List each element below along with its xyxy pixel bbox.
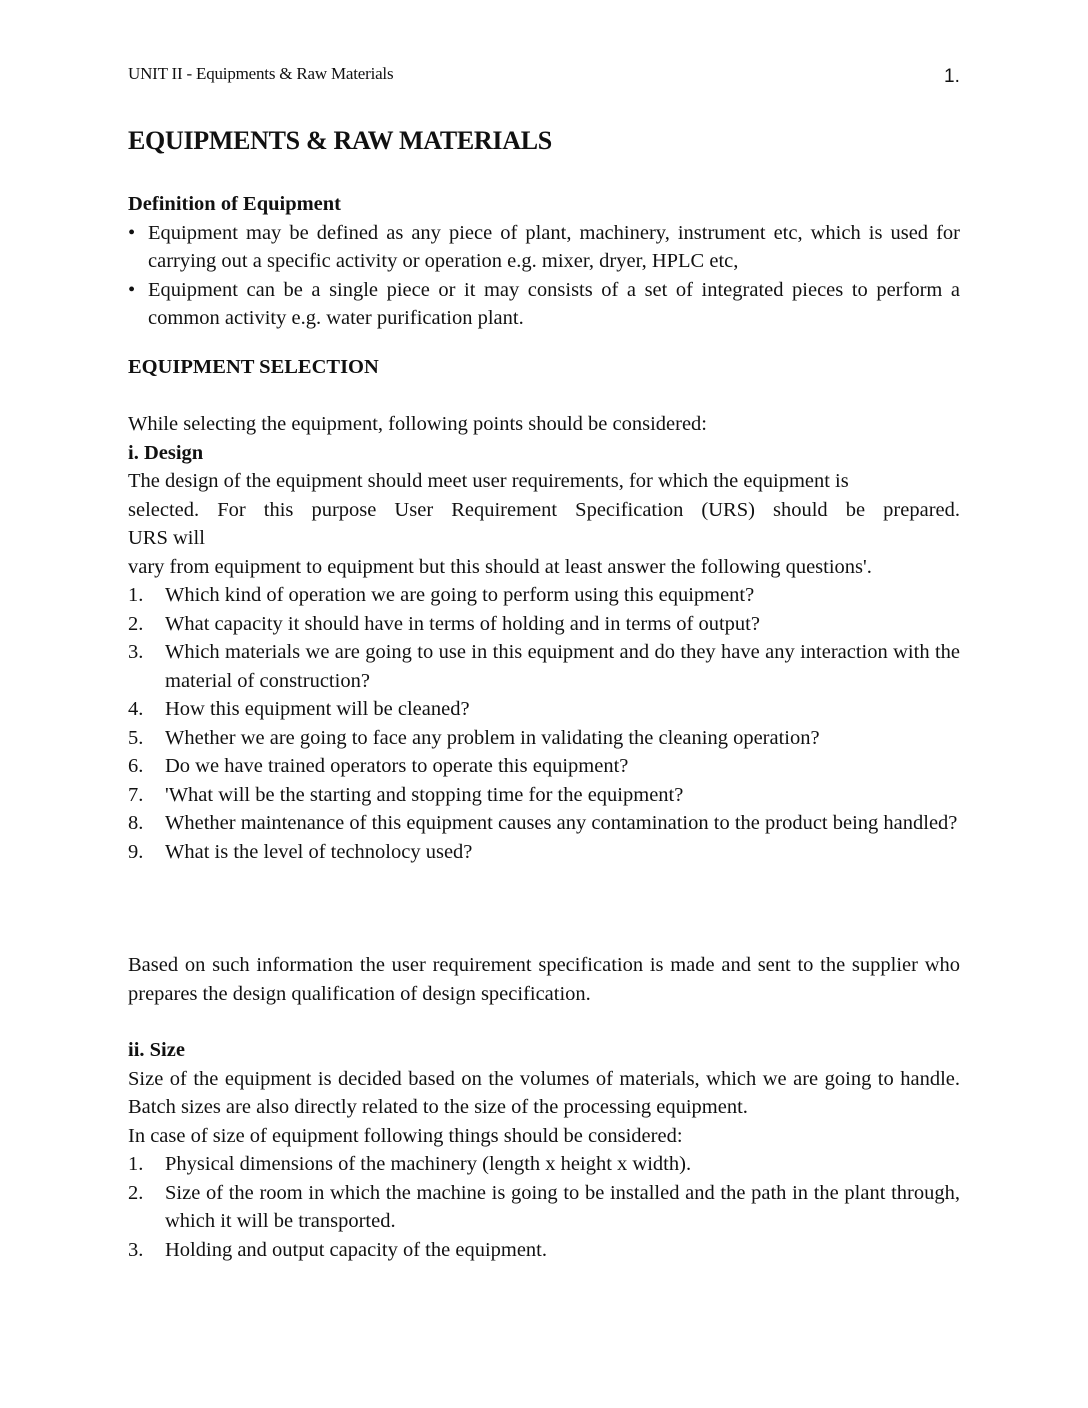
design-para-2: vary from equipment to equipment but this should at least answer the following questions'. xyxy=(128,555,872,578)
definition-bullet-list xyxy=(128,219,960,333)
size-heading: ii. Size xyxy=(128,1039,185,1061)
size-para-1: Size of the equipment is decided based on the volumes of materials, which we are going to handle. Batch sizes are also directly related to the size of the processing equipment. xyxy=(128,1067,960,1118)
page-number: 1. xyxy=(944,66,960,87)
design-questions-list xyxy=(128,581,960,866)
size-items-list xyxy=(128,1150,960,1264)
design-para-line: URS will xyxy=(128,527,205,549)
question-item: 1. Which kind of operation we are going to perform using this equipment? xyxy=(128,584,755,606)
size-para-2: In case of size of equipment following things should be considered: xyxy=(128,1124,683,1147)
question-item: 8. Whether maintenance of this equipment causes any contamination to the product being handled? xyxy=(128,812,958,834)
design-conclusion: Based on such information the user requirement specification is made and sent to the supplier who prepares the design qualification of design specification. xyxy=(128,954,960,1005)
question-item: 9. What is the level of technolocy used? xyxy=(128,840,473,863)
size-item: 3. Holding and output capacity of the equipment. xyxy=(128,1238,548,1261)
question-item: 3. Which materials we are going to use in this equipment and do they have any interaction with the material of construction? xyxy=(128,641,960,692)
design-heading: i. Design xyxy=(128,441,204,464)
design-para-line: selected. For this purpose User Requirement Specification (URS) should be prepared. xyxy=(128,498,960,521)
selection-heading: EQUIPMENT SELECTION xyxy=(128,356,379,378)
question-item: 2. What capacity it should have in terms of holding and in terms of output? xyxy=(128,612,760,635)
bullet-icon: • xyxy=(128,221,136,244)
question-item: 4. How this equipment will be cleaned? xyxy=(128,698,470,720)
design-section xyxy=(128,410,960,866)
design-para-line: The design of the equipment should meet user requirements, for which the equipment is xyxy=(128,470,849,492)
selection-intro: While selecting the equipment, following points should be considered: xyxy=(128,413,708,435)
bullet-item xyxy=(128,276,960,333)
bullet-icon: • xyxy=(128,278,136,301)
question-item: 6. Do we have trained operators to operate this equipment? xyxy=(128,755,629,777)
question-item: 5. Whether we are going to face any problem in validating the cleaning operation? xyxy=(128,726,820,749)
definition-section xyxy=(128,190,960,333)
page-title: EQUIPMENTS & RAW MATERIALS xyxy=(128,126,552,155)
size-section xyxy=(128,1036,960,1264)
bullet-item xyxy=(128,219,960,276)
bullet-text: Equipment may be defined as any piece of plant, machinery, instrument etc, which is used for carrying out a specific activity or operation e.g. mixer, dryer, HPLC etc, xyxy=(148,221,960,272)
size-item: 1. Physical dimensions of the machinery (length x height x width). xyxy=(128,1153,692,1175)
size-item: 2. Size of the room in which the machine is going to be installed and the path in the plant through, which it will be transported. xyxy=(128,1181,960,1232)
bullet-text: Equipment can be a single piece or it may consists of a set of integrated pieces to perform a common activity e.g. water purification plant. xyxy=(148,278,960,329)
question-item: 7. 'What will be the starting and stopping time for the equipment? xyxy=(128,783,684,806)
definition-heading: Definition of Equipment xyxy=(128,193,341,215)
running-header: UNIT II - Equipments & Raw Materials xyxy=(128,64,394,83)
